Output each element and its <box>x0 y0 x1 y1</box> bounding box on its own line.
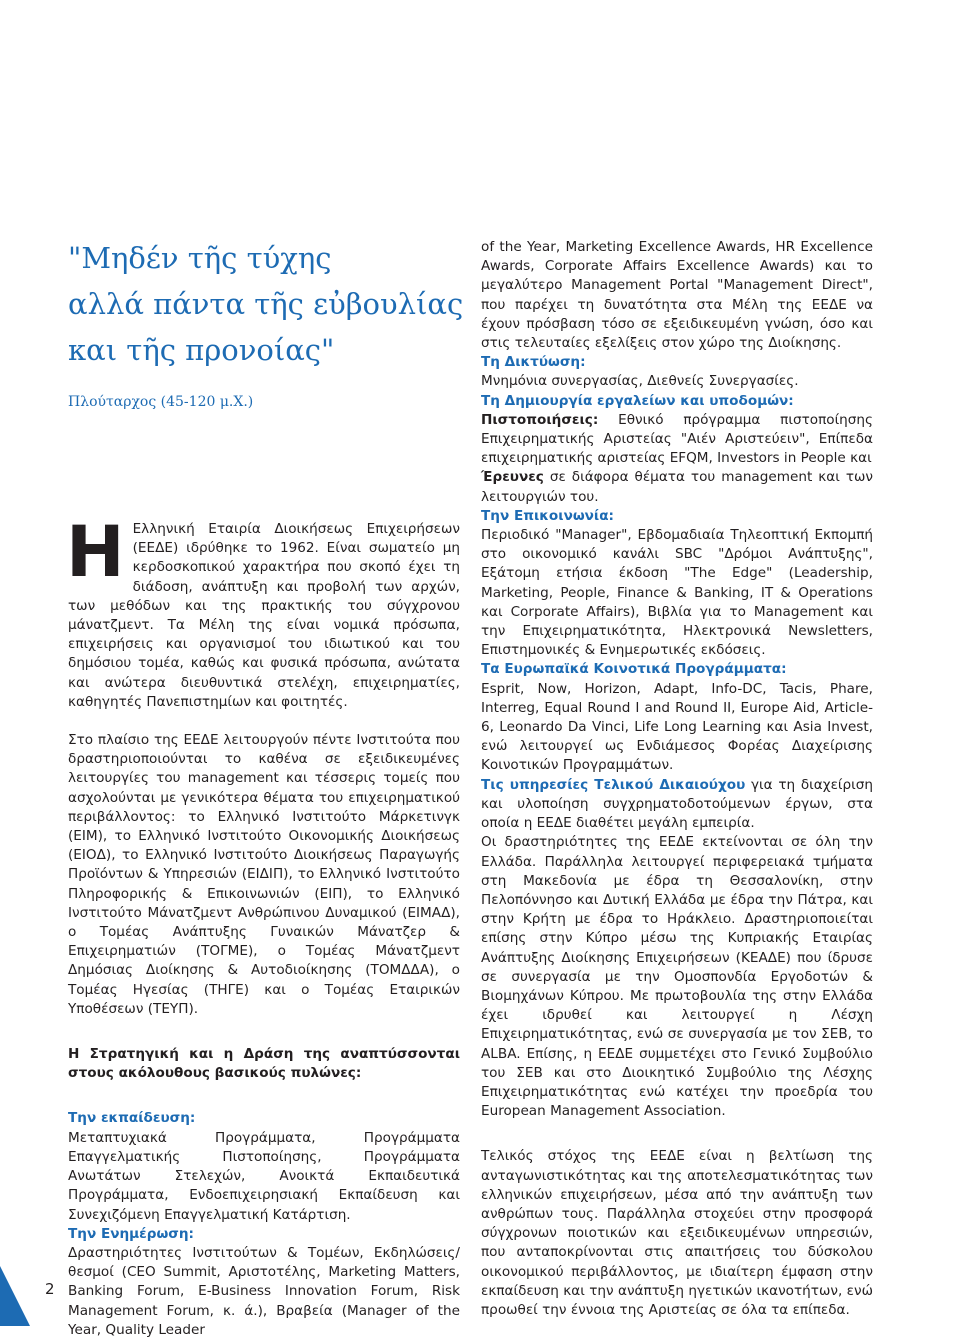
corner-triangle-decoration <box>0 1266 30 1326</box>
quote-author: Πλούταρχος (45-120 μ.Χ.) <box>68 394 254 410</box>
final-beneficiary-paragraph <box>481 776 873 834</box>
research-text: σε διάφορα θέματα του management και των λειτουργιών του. <box>481 469 873 505</box>
right-column <box>481 238 873 1320</box>
pull-quote <box>68 235 468 410</box>
goal-paragraph: Τελικός στόχος της ΕΕΔΕ είναι η βελτίωση της ανταγωνιστικότητας και της αποτελεσματικότητας των ελληνικών επιχειρήσεων, μέσα από την ανάπτυξη των ανθρώπων τους. Παράλληλα στοχεύει στην προσφορά σύγχρονων ποιοτικών και εξειδικευμένων υπηρεσιών, που ανταποκρίνονται στις απαιτήσεις του δύσκολου οικονομικού περιβάλλοντος, με ιδιαίτερη έμφαση στην εκπαίδευση και την ανάπτυξη ηγετικών ικανοτήτων, ενώ προωθεί την έννοια της Αριστείας σε όλα τα επίπεδα. <box>481 1148 873 1318</box>
page-number: 2 <box>45 1280 55 1298</box>
intro-paragraph <box>66 511 460 712</box>
education-text: Μεταπτυχιακά Προγράμματα, Προγράμματα Επαγγελματικής Πιστοποίησης, Προγράμματα Ανωτάτων Στελεχών, Ανοικτά Εκπαιδευτικά Προγράμματα, Ενδοεπιχειρησιακή Εκπαίδευση και Συνεχιζόμενη Επαγγελματική Κατάρτιση. <box>68 1129 460 1223</box>
certifications-paragraph <box>481 411 873 469</box>
eu-programs-text: Esprit, Now, Horizon, Adapt, Info-DC, Tacis, Phare, Interreg, Equal Round I and Round II, Europe Aid, Article-6, Leonardo Da Vinci, Life Long Learning και Asia Invest, ενώ λειτουργεί ως Ενδιάμεσος Φορέας Διαχείρισης Κοινοτικών Προγραμμάτων. <box>481 680 873 774</box>
quote-line-3: και τῆς προνοίας" <box>68 333 335 367</box>
left-column <box>66 511 460 1340</box>
network-text: Μνημόνια συνεργασίας, Διεθνείς Συνεργασίες. <box>481 373 799 390</box>
final-beneficiary-text: για τη διαχείριση και υλοποίηση συγχρηματοδοτούμενων έργων, στα οποία η ΕΕΔΕ διαθέτει μεγάλη εμπειρία. <box>481 776 873 832</box>
certifications-label: Πιστοποιήσεις: <box>481 411 599 428</box>
research-label: Έρευνες <box>481 469 544 486</box>
research-paragraph <box>481 468 873 506</box>
certifications-text: Εθνικό πρόγραμμα πιστοποίησης Επιχειρηματικής Αριστείας "Αιέν Αριστεύειν", Επίπεδα επιχειρηματικής αριστείας EFQM, Investors in People και <box>481 411 873 467</box>
quote-line-2: αλλά πάντα τῆς εὐβουλίας <box>68 287 464 321</box>
info-text: Δραστηριότητες Ινστιτούτων & Τομέων, Εκδηλώσεις/θεσμοί (CEO Summit, Αριστοτέλης, Marketing Matters, Banking Forum, E-Business Innovation Forum, Risk Management Forum, κ. ά.), Βραβεία (Manager of the Year, Quality Leader <box>68 1244 460 1338</box>
institutes-paragraph: Στο πλαίσιο της ΕΕΔΕ λειτουργούν πέντε Ινστιτούτα που δραστηριοποιούνται το καθένα σε εξειδικευμένες λειτουργίες του management και τέσσερις τομείς που ασχολούνται με γενικότερα θέματα του επιχειρηματικού περιβάλλοντος: το Ελληνικό Ινστιτούτο Μάρκετινγκ (ΕΙΜ), το Ελληνικό Ινστιτούτο Οικονομικής Διοικήσεως (ΕΙΟΔ), το Ελληνικό Ινστιτούτο Διοικήσεως Παραγωγής Προϊόντων & Υπηρεσιών (ΕΙΔΙΠ), το Ελληνικό Ινστιτούτο Πληροφορικής & Επικοινωνιών (ΕΙΠ), το Ελληνικό Ινστιτούτο Μάνατζμεντ Ανθρώπινου Δυναμικού (ΕΙΜΑΔ), ο Τομέας Ανάπτυξης Γυναικών Μάνατζερ & Επιχειρηματιών (ΤΟΓΜΕ), ο Τομέας Μάνατζμεντ Δημόσιας Διοίκησης & Αυτοδιοίκησης (ΤΟΜΔΔΑ), ο Τομέας Ηγεσίας (ΤΗΓΕ) και ο Τομέας Εταιρικών Υποθέσεων (ΤΕΥΠ). <box>68 732 460 1017</box>
communication-heading: Την Επικοινωνία: <box>481 507 614 524</box>
education-heading: Την εκπαίδευση: <box>68 1110 196 1127</box>
strategy-heading: Η Στρατηγική και η Δράση της αναπτύσσονται στους ακόλουθους βασικούς πυλώνες: <box>68 1046 460 1082</box>
eu-programs-heading: Τα Ευρωπαϊκά Κοινοτικά Προγράμματα: <box>481 661 787 678</box>
final-beneficiary-label: Τις υπηρεσίες Τελικού Δικαιούχου <box>481 776 746 793</box>
intro-text: Ελληνική Εταιρία Διοικήσεως Επιχειρήσεων (ΕΕΔΕ) ιδρύθηκε το 1962. Είναι σωματείο μη κερδοσκοπικού χαρακτήρα που σκοπό έχει τη διάδοση, ανάπτυξη και προβολή των αρχών, των μεθόδων και της πρακτικής του σύγχρονου μάνατζμεντ. Τα Μέλη της είναι νομικά πρόσωπα, επιχειρήσεις και οργανισμοί του ιδιωτικού και του δημόσιου τομέα, καθώς και φυσικά πρόσωπα, ανώτατα και ανώτερα διευθυντικά στελέχη, επιχειρηματίες, καθηγητές Πανεπιστημίων και φοιτητές. <box>68 521 460 710</box>
drop-cap: Η <box>66 511 125 593</box>
network-heading: Τη Δικτύωση: <box>481 354 586 371</box>
continued-text: of the Year, Marketing Excellence Awards, HR Excellence Awards, Corporate Affairs Excellence Awards) και το μεγαλύτερο Management Portal "Management Direct", που παρέχει τη δυνατότητα στα Μέλη της ΕΕΔΕ να έχουν πρόσβαση τόσο σε εξειδικευμένη γνώση, όσο και στις τελευταίες εξελίξεις στον χώρο της Διοίκησης. <box>481 239 873 352</box>
info-heading: Την Ενημέρωση: <box>68 1225 194 1242</box>
communication-text: Περιοδικό "Manager", Εβδομαδιαία Τηλεοπτική Εκπομπή στο οικονομικό κανάλι SBC "Δρόμοι Ανάπτυξης", Εξάτομη ετήσια έκδοση "The Edge" (Leadership, Marketing, People, Finance & Banking, IT & Operations και Corporate Affairs), Βιβλία για το Management και την Επιχειρηματικότητα, Ηλεκτρονικά Newsletters, Επιστημονικές & Ενημερωτικές εκδόσεις. <box>481 527 873 659</box>
tools-heading: Τη Δημιουργία εργαλείων και υποδομών: <box>481 392 794 409</box>
quote-line-1: "Μηδέν τῆς τύχης <box>68 241 332 275</box>
activities-paragraph: Οι δραστηριότητες της ΕΕΔΕ εκτείνονται σε όλη την Ελλάδα. Παράλληλα λειτουργεί περιφερειακά τμήματα στη Μακεδονία με έδρα τη Θεσσαλονίκη, στην Πελοπόννησο και Δυτική Ελλάδα με έδρα την Πάτρα, και στην Κρήτη με έδρα το Ηράκλειο. Δραστηριοποιείται επίσης στην Κύπρο μέσω της Κυπριακής Εταιρίας Ανάπτυξης Διοίκησης Επιχειρήσεων (ΚΕΑΔΕ) που ίδρυσε σε συνεργασία με την Ομοσπονδία Εργοδοτών & Βιομηχάνων Κύπρου. Με πρωτοβουλία της στην Ελλάδα έχει ιδρυθεί και λειτουργεί η Λέσχη Επιχειρηματικότητας, ενώ σε συνεργασία με τον ΣΕΒ, το ALBA. Επίσης, η ΕΕΔΕ συμμετέχει στο Γενικό Συμβούλιο του ΣΕΒ και στο Διοικητικό Συμβούλιο της Λέσχης Επιχειρηματικότητας ενώ κατέχει την προεδρία του European Management Association. <box>481 834 873 1120</box>
